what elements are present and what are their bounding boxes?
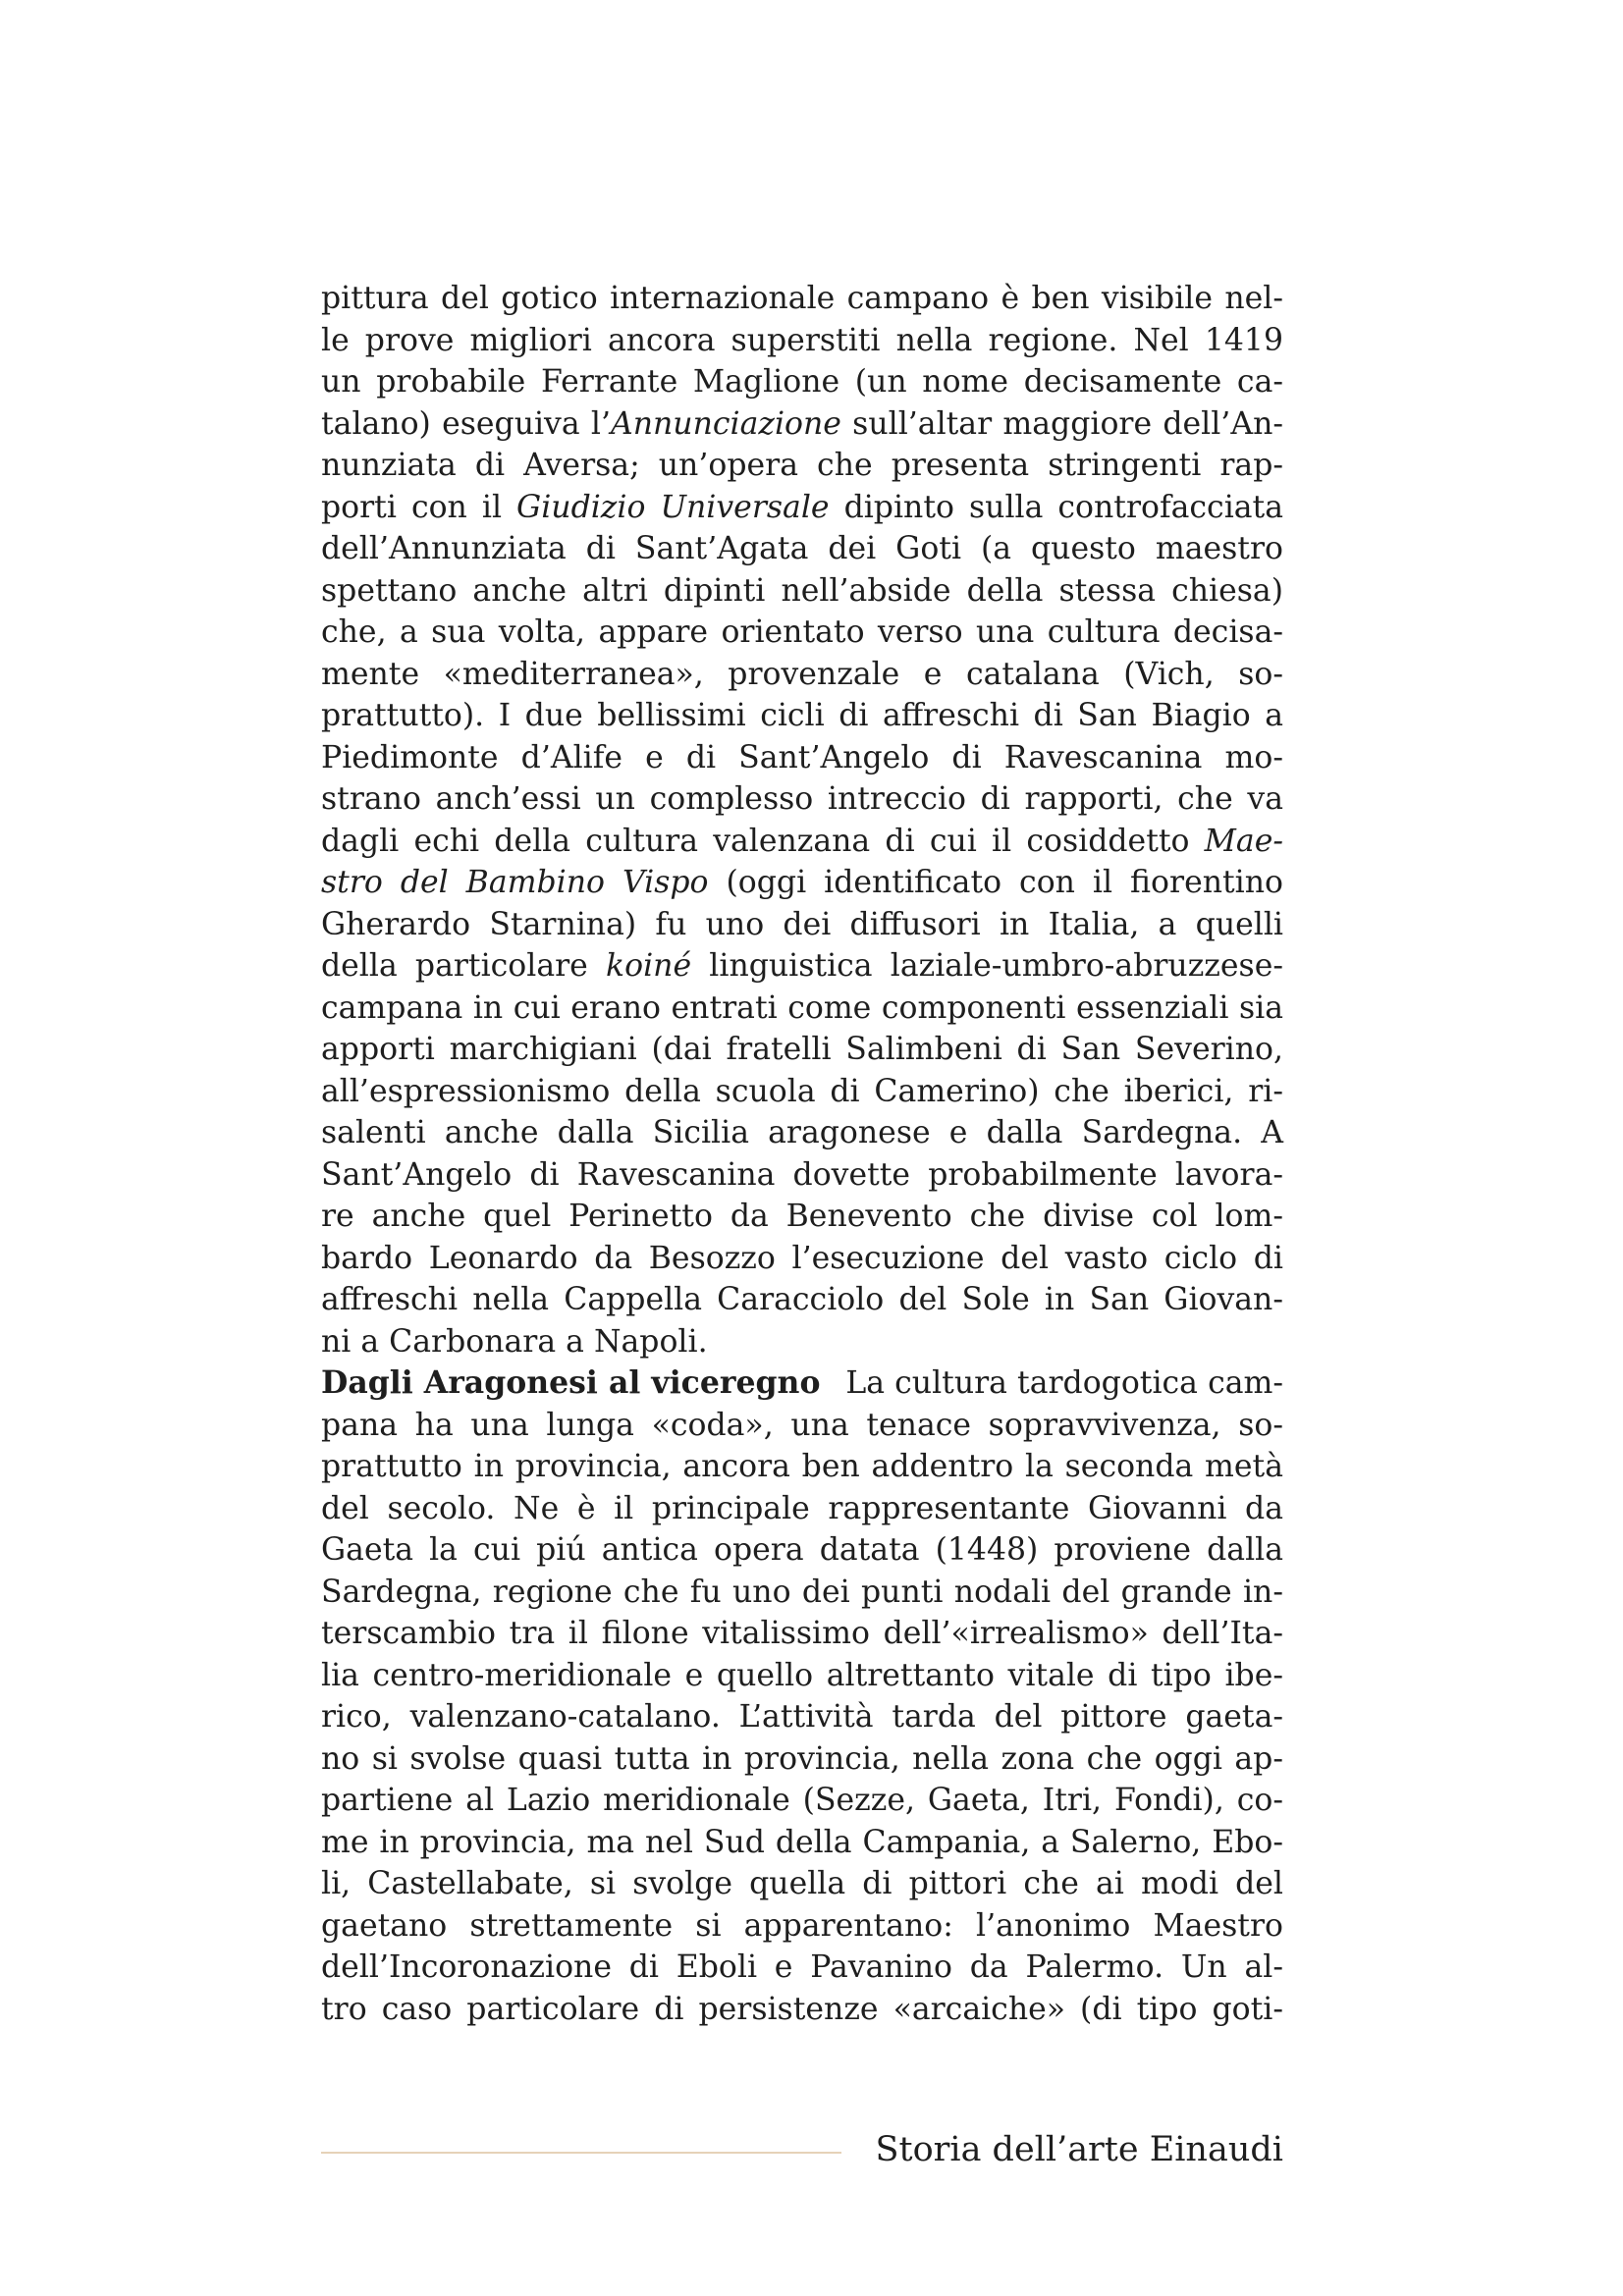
text-line: campana in cui erano entrati come componenti essenziali sia: [321, 989, 1283, 1026]
text-line: le prove migliori ancora superstiti nella regione. Nel 1419: [321, 322, 1283, 358]
text-segment: dagli echi della cultura valenzana di cui il cosiddetto: [321, 823, 1205, 859]
text-line: [321, 487, 1283, 529]
text-line: [321, 821, 1283, 863]
text-line: ni a Carbonara a Napoli.: [321, 1323, 708, 1360]
body-text: [321, 278, 1283, 2030]
text-line: bardo Leonardo da Besozzo l’esecuzione del vasto ciclo di: [321, 1240, 1283, 1276]
italic-title: Mae-: [1204, 823, 1283, 859]
text-line: nunziata di Aversa; un’opera che presenta stringenti rap-: [321, 448, 1283, 483]
text-line: gaetano strettamente si apparentano: l’anonimo Maestro: [321, 1907, 1283, 1944]
text-line: pittura del gotico internazionale campano è ben visibile nel-: [321, 281, 1283, 316]
text-line: del secolo. Ne è il principale rappresentante Giovanni da: [321, 1490, 1283, 1526]
text-line: apporti marchigiani (dai fratelli Salimbeni di San Severino,: [321, 1032, 1283, 1067]
text-line: Sardegna, regione che fu uno dei punti nodali del grande in-: [321, 1574, 1283, 1610]
text-line: spettano anche altri dipinti nell’abside della stessa chiesa): [321, 572, 1283, 609]
text-segment: dipinto sulla controfacciata: [829, 489, 1283, 525]
section-heading-line: [321, 1362, 1283, 1405]
text-line: [321, 862, 1283, 904]
text-line: me in provincia, ma nel Sud della Campania, a Salerno, Ebo-: [321, 1824, 1283, 1860]
text-line: [321, 403, 1283, 446]
text-line: salenti anche dalla Sicilia aragonese e dalla Sardegna. A: [321, 1115, 1283, 1150]
text-line: all’espressionismo della scuola di Camerino) che iberici, ri-: [321, 1073, 1283, 1109]
text-segment: La cultura tardogotica cam-: [830, 1365, 1284, 1401]
italic-title: Annunciazione: [610, 405, 841, 442]
italic-title: koiné: [606, 948, 692, 984]
text-line: prattutto). I due bellissimi cicli di affreschi di San Biagio a: [321, 698, 1283, 733]
text-line: [321, 945, 1283, 988]
text-segment: della particolare: [321, 948, 607, 984]
text-line: re anche quel Perinetto da Benevento che divise col lom-: [321, 1199, 1283, 1234]
text-line: che, a sua volta, appare orientato verso una cultura decisa-: [321, 614, 1283, 650]
text-line: rico, valenzano-catalano. L’attività tarda del pittore gaeta-: [321, 1699, 1283, 1735]
text-line: Sant’Angelo di Ravescanina dovette probabilmente lavora-: [321, 1156, 1283, 1193]
text-line: pana ha una lunga «coda», una tenace sopravvivenza, so-: [321, 1407, 1283, 1443]
text-line: terscambio tra il filone vitalissimo dell’«irrealismo» dell’Ita-: [321, 1616, 1283, 1651]
text-line: lia centro-meridionale e quello altrettanto vitale di tipo ibe-: [321, 1657, 1283, 1693]
text-line: li, Castellabate, si svolge quella di pittori che ai modi del: [321, 1866, 1283, 1901]
text-segment: talano) eseguiva l’: [321, 405, 611, 442]
text-line: Piedimonte d’Alife e di Sant’Angelo di Ravescanina mo-: [321, 739, 1283, 775]
text-line: un probabile Ferrante Maglione (un nome decisamente ca-: [321, 364, 1283, 400]
text-line: dell’Annunziata di Sant’Agata dei Goti (a questo maestro: [321, 531, 1283, 566]
text-segment: porti con il: [321, 489, 517, 525]
text-segment: (oggi identificato con il fiorentino: [708, 865, 1283, 900]
text-line: partiene al Lazio meridionale (Sezze, Gaeta, Itri, Fondi), co-: [321, 1783, 1283, 1818]
text-segment: linguistica laziale-umbro-abruzzese-: [691, 948, 1283, 984]
text-line: Gaeta la cui piú antica opera datata (1448) proviene dalla: [321, 1532, 1283, 1568]
footer-label: Storia dell’arte Einaudi: [875, 2130, 1283, 2169]
text-line: prattutto in provincia, ancora ben addentro la seconda metà: [321, 1449, 1283, 1484]
text-line: mente «mediterranea», provenzale e catalana (Vich, so-: [321, 656, 1283, 692]
text-line: dell’Incoronazione di Eboli e Pavanino da Palermo. Un al-: [321, 1949, 1283, 1985]
italic-title: Giudizio Universale: [516, 489, 830, 525]
text-line: affreschi nella Cappella Caracciolo del Sole in San Giovan-: [321, 1282, 1283, 1317]
text-segment: sull’altar maggiore dell’An-: [840, 405, 1283, 442]
text-line: Gherardo Starnina) fu uno dei diffusori in Italia, a quelli: [321, 906, 1283, 942]
text-line: strano anch’essi un complesso intreccio di rapporti, che va: [321, 781, 1283, 817]
footer-rule: [321, 2152, 841, 2154]
section-heading: Dagli Aragonesi al viceregno: [321, 1364, 821, 1401]
text-line: no si svolse quasi tutta in provincia, nella zona che oggi ap-: [321, 1740, 1283, 1777]
text-line: tro caso particolare di persistenze «arcaiche» (di tipo goti-: [321, 1991, 1283, 2027]
italic-title: stro del Bambino Vispo: [321, 865, 709, 900]
